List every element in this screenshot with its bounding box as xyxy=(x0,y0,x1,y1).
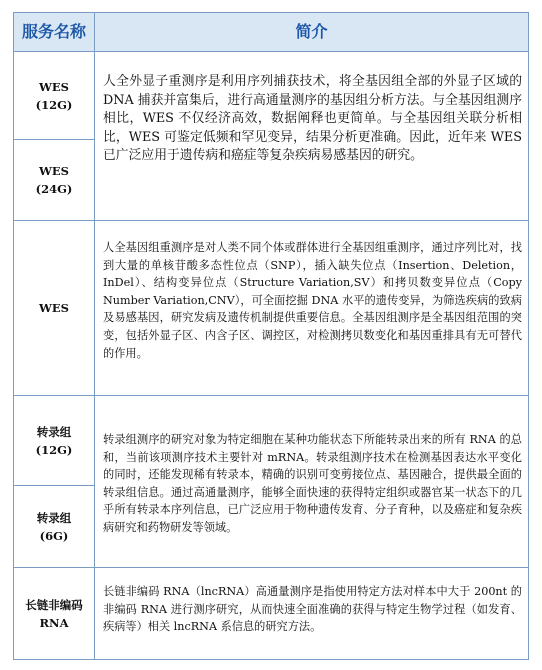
table-header xyxy=(14,13,528,52)
service-size: (6G) xyxy=(39,528,69,543)
service-name: 长链非编码 xyxy=(25,597,83,612)
header-intro: 简介 xyxy=(295,22,328,41)
description-transcriptome: 转录组测序的研究对象为特定细胞在某种功能状态下所能转录出来的所有 RNA 的总和，当前该项测序技术主要针对 mRNA。转录组测序技术在检测基因表达水平变化的同时，还能发现稀有转录本，精确的识别可变剪接位点、基因融合，提供最全面的转录组信息。通过高通量测序，能够全面快速的获得特定组织或器官某一状态下的几乎所有转录本序列信息，已广泛应用于物种遗传发育、分子育种，以及癌症和复杂疾病研究和药物研发等领域。 xyxy=(103,433,522,534)
service-name: 转录组 xyxy=(36,510,72,525)
description-wes-exome: 人全外显子重测序是利用序列捕获技术，将全基因组全部的外显子区域的 DNA 捕获并富集后，进行高通量测序的基因组分析方法。与全基因组测序相比，WES 不仅经济高效，数据阐释也更简单。与全基因组关联分析相比，WES 可鉴定低频和罕见变异，结果分析更准确。因此，近年来 WES 已广泛应用于遗传病和癌症等复杂疾病易感基因的研究。 xyxy=(103,74,522,164)
header-service-name: 服务名称 xyxy=(14,13,95,51)
description-lncrna: 长链非编码 RNA（lncRNA）高通量测序是指使用特定方法对样本中大于 200nt 的非编码 RNA 进行测序研究，从而快速全面准确的获得与特定生物学过程（如发育、疾病等）相关 lncRNA 系信息的研究方法。 xyxy=(103,585,522,634)
service-size: (12G) xyxy=(35,442,73,457)
service-name: WES xyxy=(39,164,69,178)
service-name: 转录组 xyxy=(36,424,72,439)
service-size: (12G) xyxy=(35,97,73,112)
service-cell-transcriptome-12g xyxy=(14,396,94,485)
description-wes-genome: 人全基因组重测序是对人类不同个体或群体进行全基因组重测序，通过序列比对，找到大量的单核苷酸多态性位点（SNP），插入缺失位点（Insertion、Deletion，InDel）、结构变异位点（Structure Variation,SV）和拷贝数变异位点（Copy Number Variation,CNV），可全面挖掘 DNA 水平的遗传变异，为筛选疾病的致病及易感基因，研究发病及遗传机制提供重要信息。全基因组测序是全基因组范围的突变，包括外显子区、内含子区、调控区，对检测拷贝数变化和基因重排具有无可替代的作用。 xyxy=(103,241,522,360)
service-name: WES xyxy=(39,301,69,315)
service-name: WES xyxy=(39,79,69,94)
service-cell-transcriptome-6g xyxy=(14,486,94,567)
service-size: (24G) xyxy=(35,182,73,196)
service-cell-lncrna xyxy=(14,568,94,659)
service-cell-wes-12g xyxy=(14,52,94,139)
service-cell-wes xyxy=(14,221,94,395)
service-size: RNA xyxy=(39,615,69,630)
service-cell-wes-24g xyxy=(14,140,94,220)
service-table xyxy=(13,12,529,660)
